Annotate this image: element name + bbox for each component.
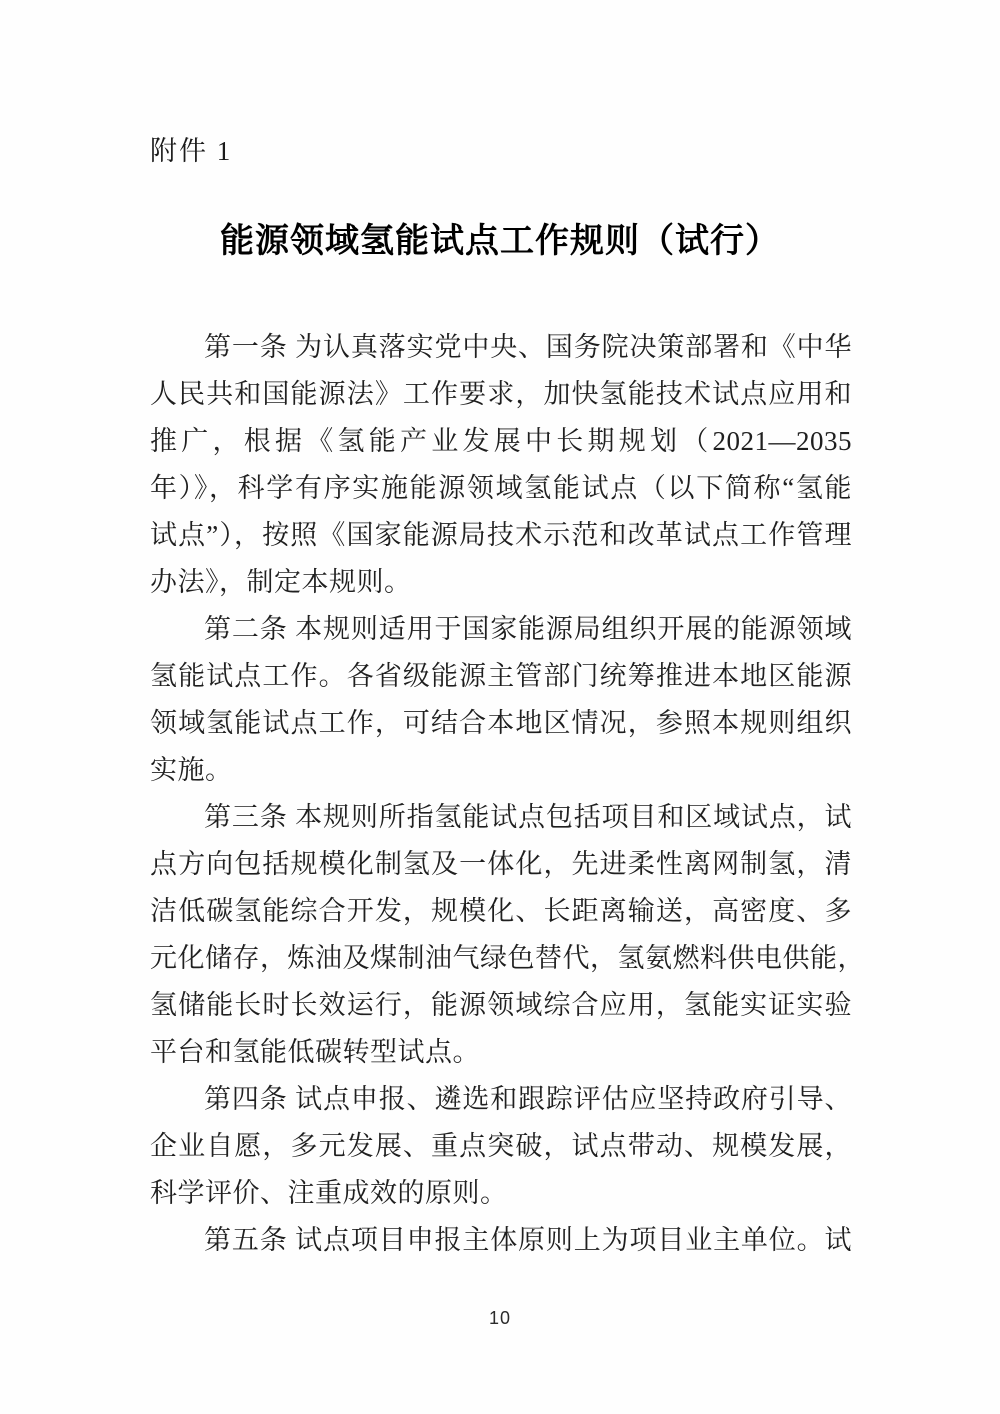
text-line: 氢能试点工作。各省级能源主管部门统筹推进本地区能源 xyxy=(150,661,852,691)
paragraph xyxy=(150,324,852,606)
text-line: 元化储存，炼油及煤制油气绿色替代，氢氨燃料供电供能， xyxy=(150,943,865,973)
text-line: 办法》，制定本规则。 xyxy=(150,567,412,597)
text-line: 平台和氢能低碳转型试点。 xyxy=(150,1037,480,1067)
text-line: 试点”），按照《国家能源局技术示范和改革试点工作管理 xyxy=(150,520,852,550)
page-title: 能源领域氢能试点工作规则（试行） xyxy=(220,222,780,260)
page-number: 10 xyxy=(488,1308,512,1328)
text-line: 第一条 为认真落实党中央、国务院决策部署和《中华 xyxy=(204,332,852,362)
paragraph xyxy=(150,1217,852,1264)
text-line: 企业自愿，多元发展、重点突破，试点带动、规模发展， xyxy=(150,1131,852,1161)
text-line: 氢储能长时长效运行，能源领域综合应用，氢能实证实验 xyxy=(150,990,852,1020)
text-line: 第三条 本规则所指氢能试点包括项目和区域试点，试 xyxy=(204,802,852,832)
attachment-label: 附件 1 xyxy=(150,136,233,166)
text-line: 科学评价、注重成效的原则。 xyxy=(150,1178,508,1208)
text-line: 推广，根据《氢能产业发展中长期规划（2021—2035 xyxy=(150,426,852,456)
text-line: 人民共和国能源法》工作要求，加快氢能技术试点应用和 xyxy=(150,379,852,409)
text-line: 洁低碳氢能综合开发，规模化、长距离输送，高密度、多 xyxy=(150,896,852,926)
text-line: 年）》，科学有序实施能源领域氢能试点（以下简称“氢能 xyxy=(150,473,852,503)
paragraph xyxy=(150,794,865,1076)
text-line: 领域氢能试点工作，可结合本地区情况，参照本规则组织 xyxy=(150,708,852,738)
text-line: 实施。 xyxy=(150,755,233,785)
text-line: 第五条 试点项目申报主体原则上为项目业主单位。试 xyxy=(204,1225,852,1255)
text-line: 点方向包括规模化制氢及一体化，先进柔性离网制氢，清 xyxy=(150,849,852,879)
paragraph xyxy=(150,1076,852,1217)
paragraph xyxy=(150,606,852,794)
text-line: 第四条 试点申报、遴选和跟踪评估应坚持政府引导、 xyxy=(204,1084,852,1114)
document-body xyxy=(150,324,865,1264)
text-line: 第二条 本规则适用于国家能源局组织开展的能源领域 xyxy=(204,614,852,644)
